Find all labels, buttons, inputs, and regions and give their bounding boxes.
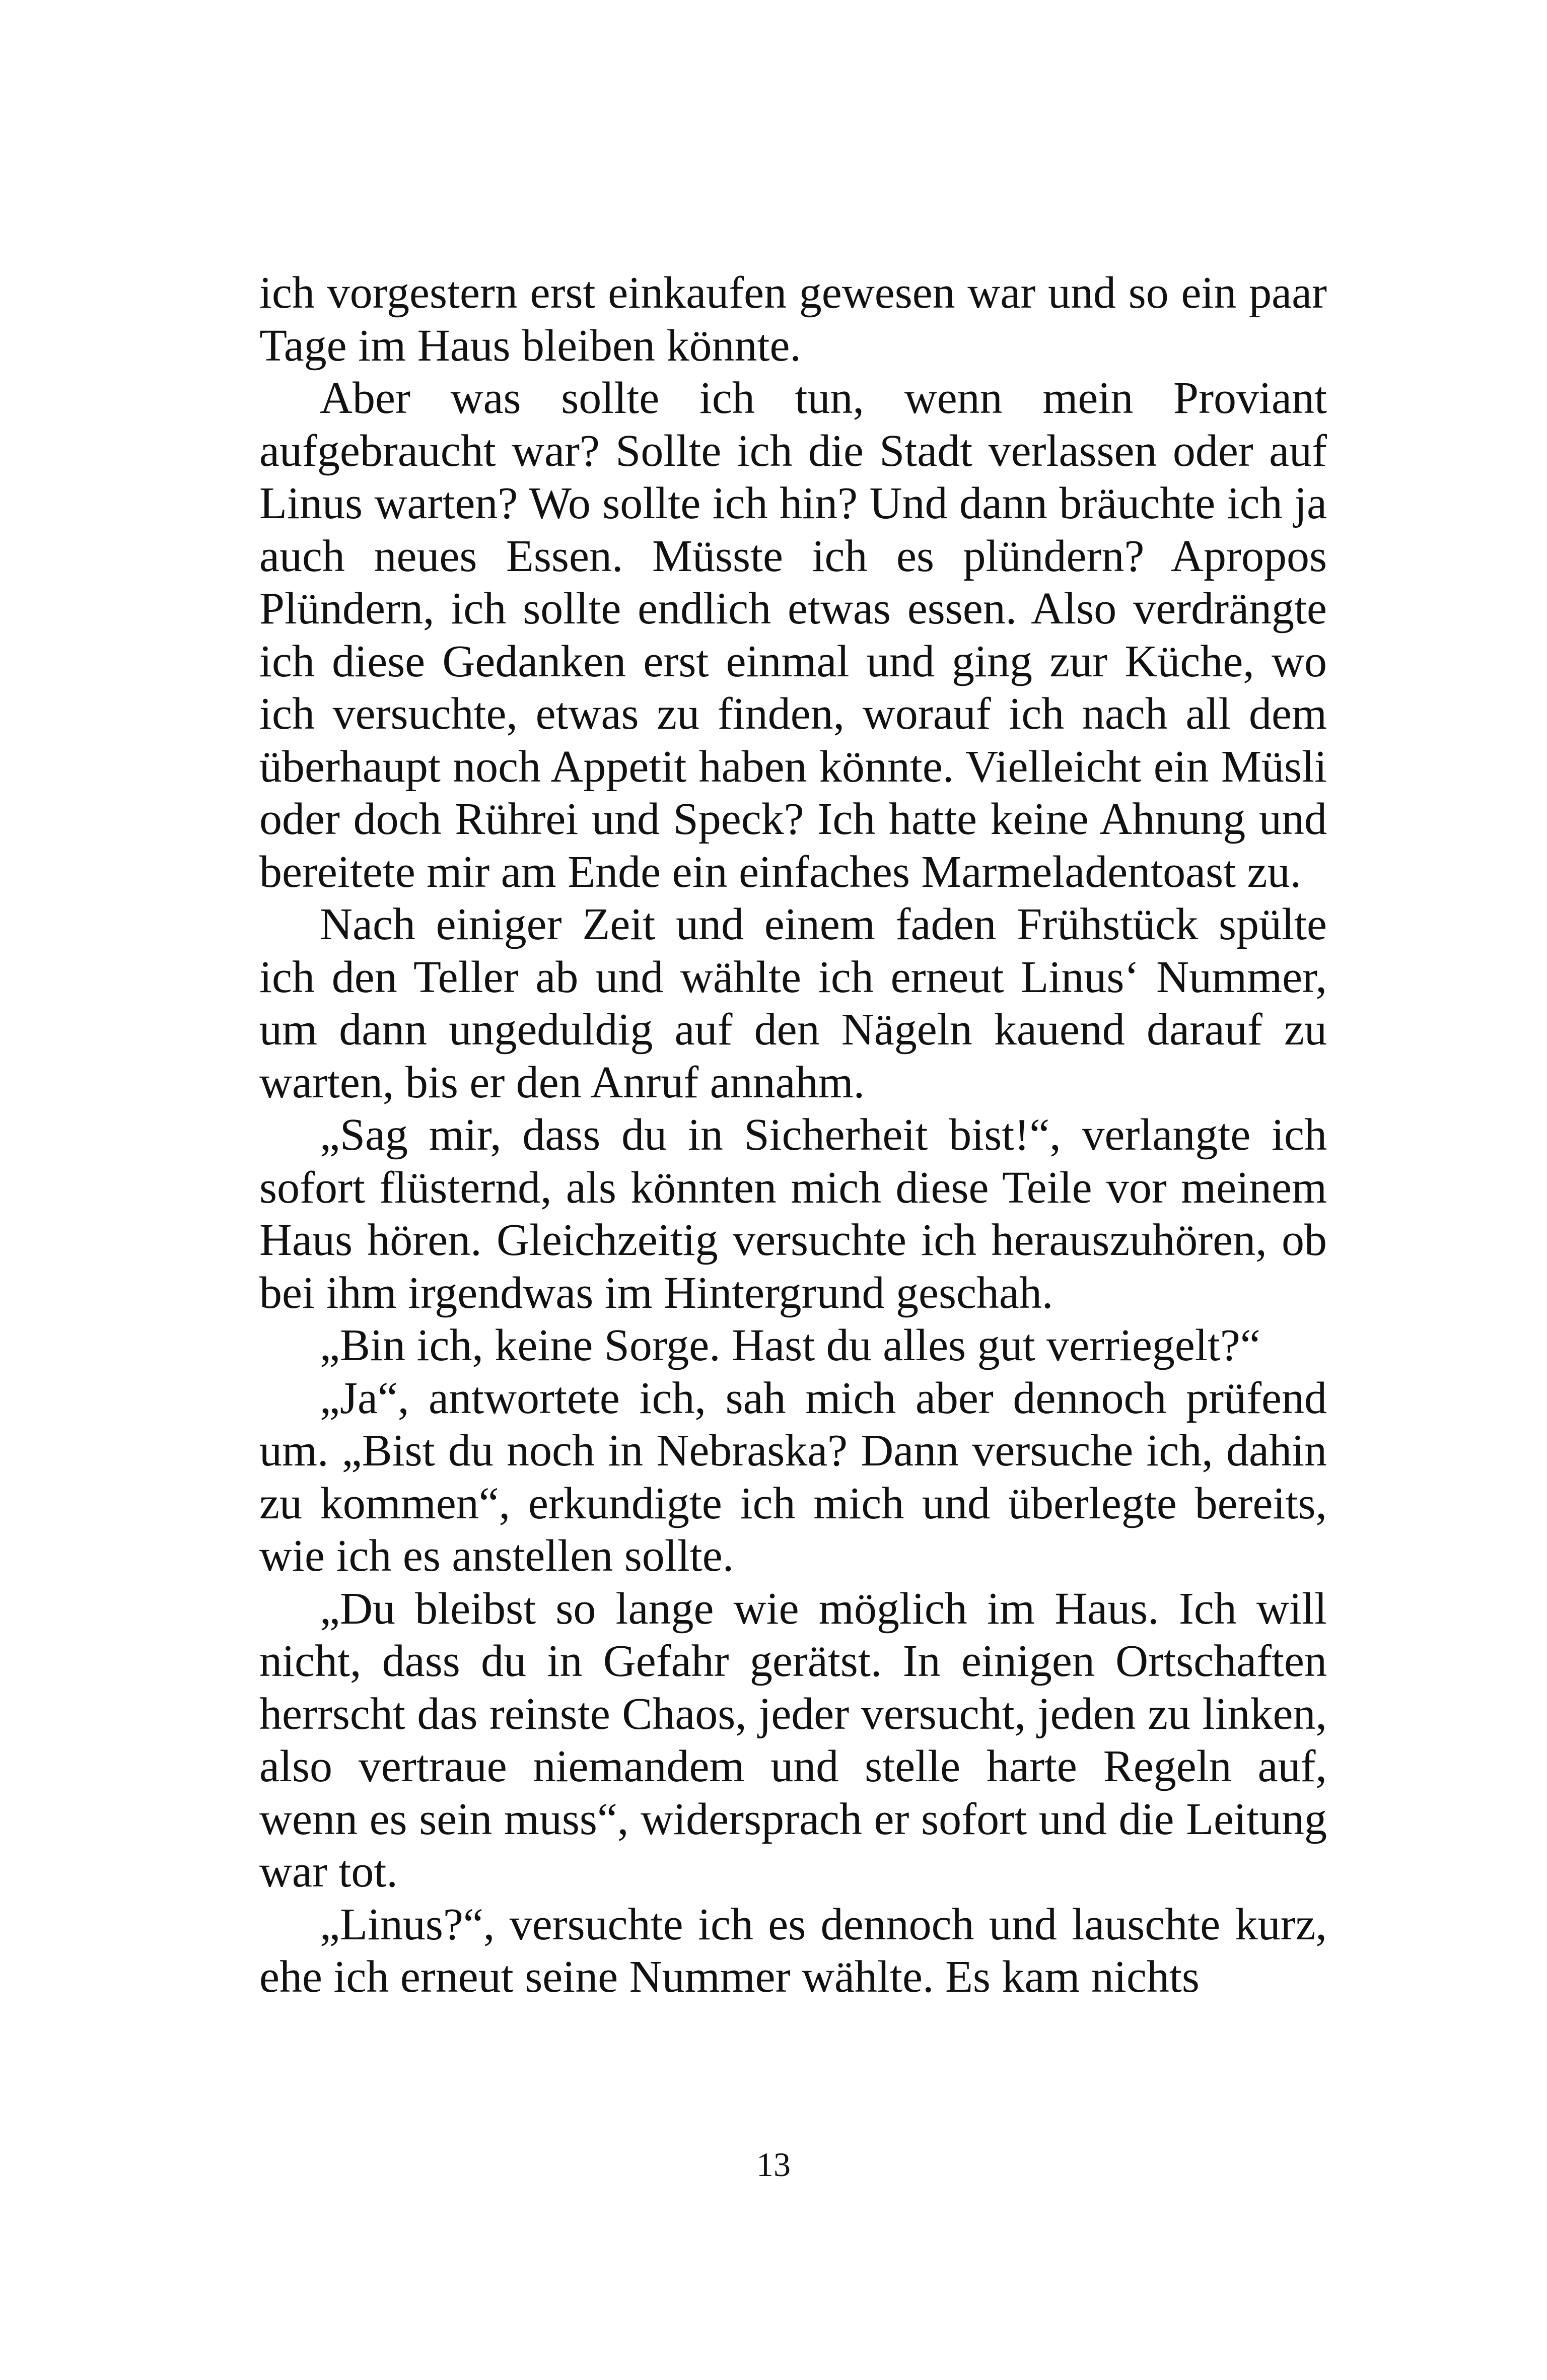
paragraph-8: „Linus?“, versuchte ich es dennoch und lauschte kurz, ehe ich erneut seine Nummer wählte. Es kam nichts	[259, 1899, 1327, 2002]
paragraph-4: „Sag mir, dass du in Sicherheit bist!“, verlangte ich sofort flüsternd, als könnten mich diese Teile vor meinem Haus hören. Gleichzeitig versuchte ich herauszuhören, ob bei ihm irgendwas im Hintergrund geschah.	[259, 1110, 1327, 1318]
paragraph-3: Nach einiger Zeit und einem faden Frühstück spülte ich den Teller ab und wählte ich erneut Linus‘ Nummer, um dann ungeduldig auf den Nägeln kauend darauf zu warten, bis er den Anruf annahm.	[259, 899, 1327, 1107]
page-number: 13	[756, 2145, 791, 2184]
body-text	[259, 267, 1327, 2004]
paragraph-7: „Du bleibst so lange wie möglich im Haus. Ich will nicht, dass du in Gefahr gerätst. In einigen Ortschaften herrscht das reinste Chaos, jeder versucht, jeden zu linken, also vertraue niemandem und stelle harte Regeln auf, wenn es sein muss“, widersprach er sofort und die Leitung war tot.	[259, 1583, 1327, 1897]
paragraph-6: „Ja“, antwortete ich, sah mich aber dennoch prüfend um. „Bist du noch in Nebraska? Dann versuche ich, dahin zu kommen“, erkundigte ich mich und überlegte bereits, wie ich es anstellen sollte.	[259, 1373, 1327, 1581]
paragraph-5: „Bin ich, keine Sorge. Hast du alles gut verriegelt?“	[320, 1320, 1260, 1370]
paragraph-1: ich vorgestern erst einkaufen gewesen war und so ein paar Tage im Haus bleiben könnte.	[259, 268, 1327, 371]
paragraph-2: Aber was sollte ich tun, wenn mein Proviant aufgebraucht war? Sollte ich die Stadt verlassen oder auf Linus warten? Wo sollte ich hin? Und dann bräuchte ich ja auch neues Essen. Müsste ich es plündern? Apropos Plündern, ich sollte endlich etwas essen. Also verdrängte ich diese Gedanken erst einmal und ging zur Küche, wo ich versuchte, etwas zu finden, worauf ich nach all dem überhaupt noch Appetit haben könnte. Vielleicht ein Müsli oder doch Rührei und Speck? Ich hatte keine Ahnung und bereitete mir am Ende ein einfaches Marmeladentoast zu.	[259, 373, 1327, 897]
